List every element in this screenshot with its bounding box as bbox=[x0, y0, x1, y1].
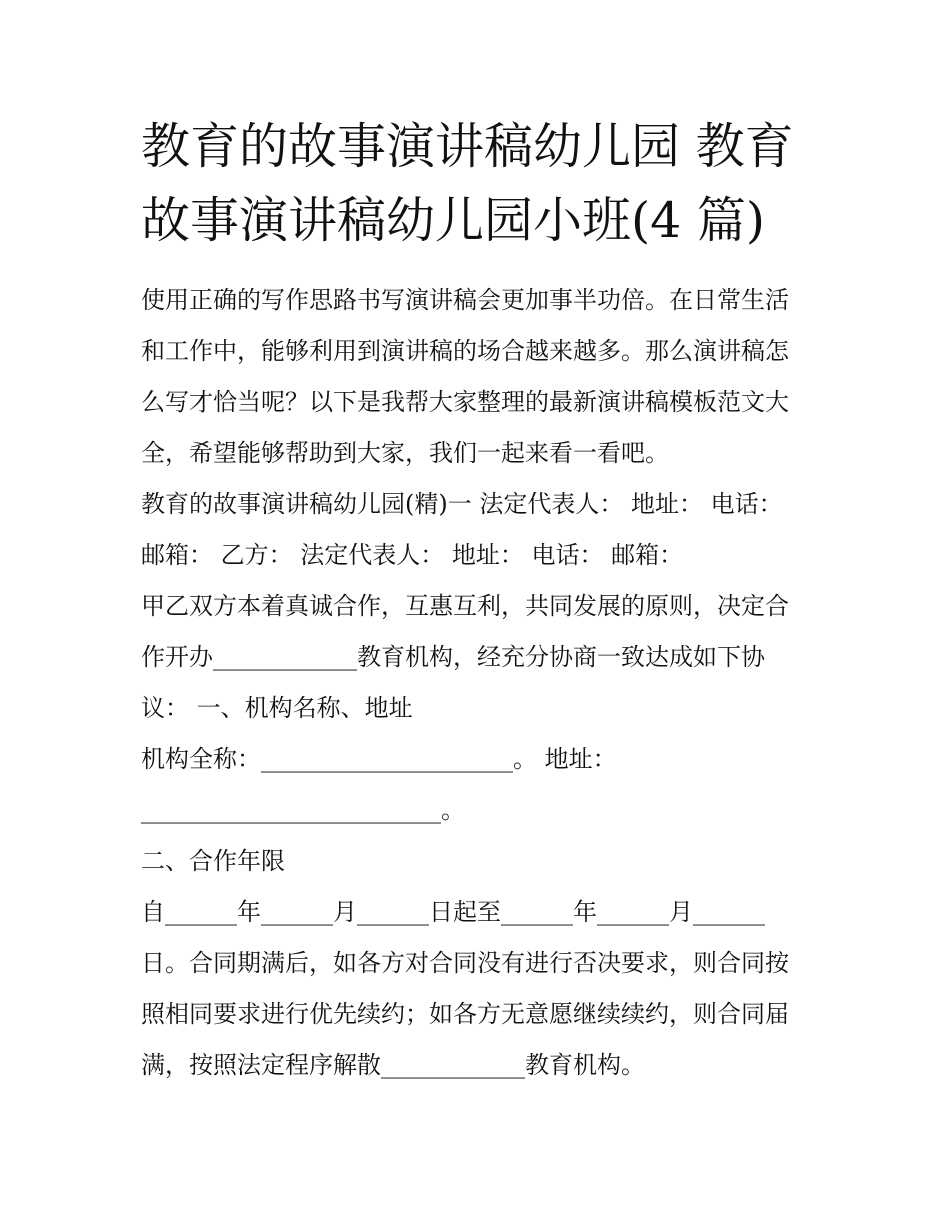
title-line-2: 故事演讲稿幼儿园小班(4 篇) bbox=[141, 192, 765, 249]
intro-line: 全，希望能够帮助到大家，我们一起来看一看吧。 bbox=[141, 439, 669, 467]
intro-paragraph bbox=[141, 275, 813, 479]
intro-line: 使用正确的写作思路书写演讲稿会更加事半功倍。在日常生活 bbox=[141, 286, 789, 314]
title-line-1: 教育的故事演讲稿幼儿园 教育 bbox=[141, 118, 794, 175]
contract-line: 议： 一、机构名称、地址 bbox=[141, 694, 413, 722]
contract-line: _________________________。 bbox=[141, 796, 465, 824]
intro-line: 么写才恰当呢？以下是我帮大家整理的最新演讲稿模板范文大 bbox=[141, 388, 789, 416]
contract-line: 甲乙双方本着真诚合作，互惠互利，共同发展的原则，决定合 bbox=[141, 592, 789, 620]
intro-line: 和工作中，能够利用到演讲稿的场合越来越多。那么演讲稿怎 bbox=[141, 337, 789, 365]
contract-line: 作开办____________教育机构，经充分协商一致达成如下协 bbox=[141, 643, 765, 671]
contract-line: 机构全称：_____________________。 地址： bbox=[141, 745, 617, 773]
contract-line: 自______年______月______日起至______年______月______ bbox=[141, 898, 765, 926]
contract-line: 教育的故事演讲稿幼儿园(精)一 法定代表人： 地址： 电话： bbox=[141, 490, 783, 518]
document-title bbox=[141, 110, 813, 258]
section-heading: 二、合作年限 bbox=[141, 847, 285, 875]
contract-line: 照相同要求进行优先续约；如各方无意愿继续续约，则合同届 bbox=[141, 1000, 789, 1028]
contract-line: 满，按照法定程序解散____________教育机构。 bbox=[141, 1051, 645, 1079]
contract-section bbox=[141, 479, 813, 1091]
contract-line: 邮箱： 乙方： 法定代表人： 地址： 电话： 邮箱： bbox=[141, 541, 684, 569]
contract-line: 日。合同期满后，如各方对合同没有进行否决要求，则合同按 bbox=[141, 949, 789, 977]
